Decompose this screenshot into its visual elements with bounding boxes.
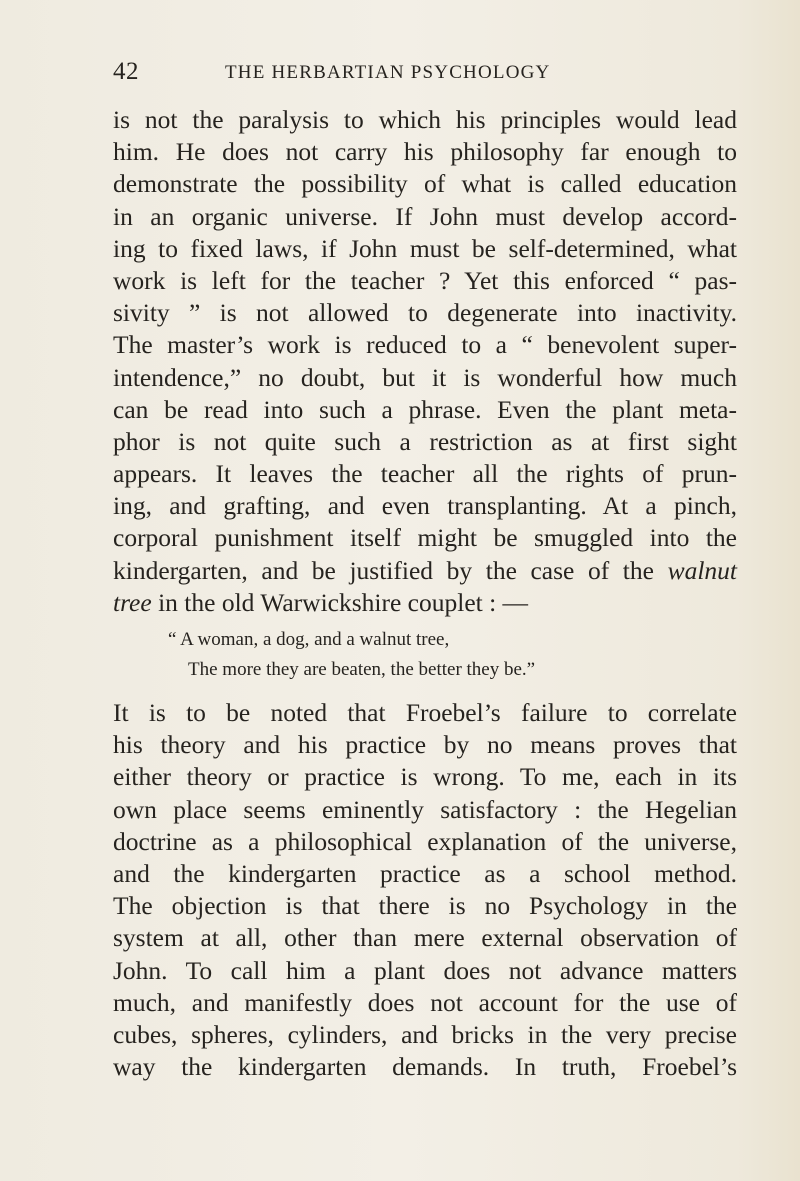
text-line: The master’s work is reduced to a “ benevolent super- [113,330,737,360]
running-head: THE HERBARTIAN PSYCHOLOGY [225,62,551,83]
text-line: doctrine as a philosophical explanation of the universe, [113,826,737,856]
text-line: and the kindergarten practice as a school method. [113,858,737,888]
text-line: is not the paralysis to which his principles would lead [113,105,737,134]
text-line-with-italic [113,555,737,587]
text-line: him. He does not carry his philosophy far enough to [113,137,737,167]
text-line: John. To call him a plant does not advance matters [113,955,737,985]
text-line: intendence,” no doubt, but it is wonderful how much [113,362,737,392]
text-line: in an organic universe. If John must develop accord- [113,201,737,231]
text-line: ing to fixed laws, if John must be self-determined, what [113,233,737,263]
text-line: work is left for the teacher ? Yet this enforced “ pas- [113,265,737,295]
text-line: much, and manifestly does not account for the use of [113,987,737,1017]
text-line: ing, and grafting, and even transplanting. At a pinch, [113,491,737,521]
text-line: cubes, spheres, cylinders, and bricks in the very precise [113,1019,737,1049]
verse-quotation [113,625,737,685]
text-line: can be read into such a phrase. Even the plant meta- [113,394,737,424]
text-line: The objection is that there is no Psychology in the [113,891,737,921]
verse-line-1: “ A woman, a dog, and a walnut tree, [168,629,450,650]
text-line: It is to be noted that Froebel’s failure to correlate [113,698,737,727]
text-line-with-italic [113,587,737,619]
text-line: appears. It leaves the teacher all the rights of prun- [113,459,737,489]
text-line: sivity ” is not allowed to degenerate into inactivity. [113,298,737,328]
paragraph-1 [113,104,737,619]
text-line: either theory or practice is wrong. To me, each in its [113,762,737,792]
text-line: system at all, other than mere external observation of [113,923,737,953]
text-segment: kindergarten, and be justified by the case of the [113,555,654,585]
text-segment: in the old Warwickshire couplet : — [151,587,529,617]
text-line: demonstrate the possibility of what is called education [113,169,737,199]
body-text [113,104,737,1083]
text-line: way the kindergarten demands. In truth, Froebel’s [113,1052,737,1082]
page-number: 42 [113,58,139,85]
italic-tree: tree [113,587,152,617]
text-line: own place seems eminently satisfactory : the Hegelian [113,794,737,824]
verse-line-2: The more they are beaten, the better they be.” [188,659,536,680]
paragraph-2 [113,697,737,1083]
page-header [0,58,800,90]
text-line: his theory and his practice by no means proves that [113,730,737,760]
italic-walnut: walnut [667,555,738,585]
text-line: corporal punishment itself might be smuggled into the [113,523,737,553]
text-line: phor is not quite such a restriction as at first sight [113,426,737,456]
